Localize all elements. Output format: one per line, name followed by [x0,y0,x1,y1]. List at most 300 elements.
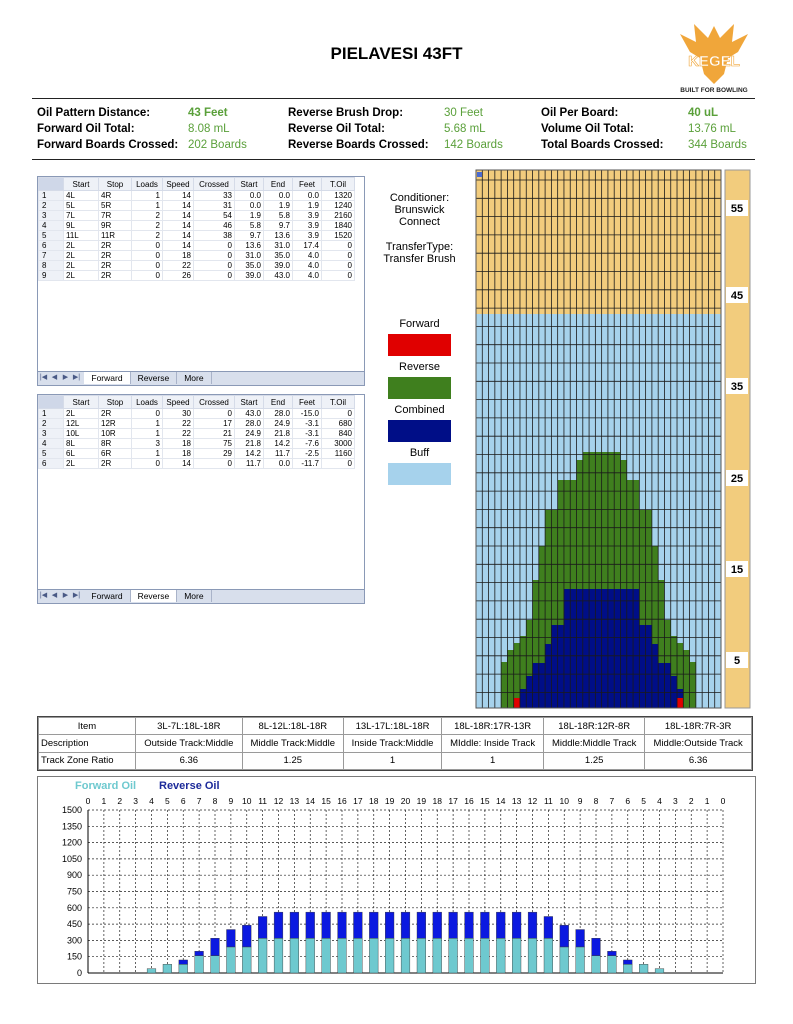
table-cell[interactable]: 0 [322,459,355,469]
table-cell[interactable]: 7L [64,211,99,221]
col-header[interactable]: Feet [293,178,322,191]
stat-reverse-boards-crossed: Reverse Boards Crossed: [288,139,429,151]
table-cell[interactable]: 39.0 [235,271,264,281]
table-cell[interactable]: 0 [132,459,163,469]
table-cell[interactable]: 24.9 [264,419,293,429]
x-tick-label: 6 [625,796,631,806]
tab-more[interactable]: More [177,590,211,602]
table-row[interactable] [39,231,355,241]
bar-reverse-oil [496,912,505,938]
track-zone-cell: 8L-12L:18L-18R [242,718,343,735]
table-row[interactable] [39,221,355,231]
table-cell[interactable]: 46 [194,221,235,231]
table-cell[interactable]: 1 [132,201,163,211]
table-cell[interactable]: 38 [194,231,235,241]
x-tick-label: 1 [101,796,107,806]
next-sheet-icon[interactable]: ▶ [62,592,69,599]
table-row[interactable] [39,271,355,281]
table-cell[interactable]: 11R [99,231,132,241]
table-cell[interactable]: 0 [132,251,163,261]
row-number[interactable]: 1 [39,409,64,419]
bar-forward-oil [258,938,267,973]
table-cell[interactable]: 1 [132,419,163,429]
table-cell[interactable]: 0 [322,409,355,419]
table-cell[interactable]: 2L [64,459,99,469]
bar-forward-oil [655,969,664,973]
table-cell[interactable]: 30 [163,409,194,419]
bar-reverse-oil [354,912,363,938]
col-header[interactable]: Crossed [194,396,235,409]
bar-reverse-oil [385,912,394,938]
table-row[interactable] [39,459,355,469]
y-tick-label: 900 [66,870,82,881]
table-cell[interactable]: 24.9 [235,429,264,439]
col-header[interactable]: Start [235,396,264,409]
stat-volume-oil-total: Volume Oil Total: [541,123,634,135]
table-cell[interactable]: 13.6 [235,241,264,251]
lane-svg [472,168,752,711]
col-header[interactable]: Start [64,396,99,409]
track-zone-header-cell: Description [39,735,136,752]
x-tick-label: 14 [305,796,315,806]
track-zone-cell: Middle Track:Middle [242,735,343,752]
table-cell[interactable]: 18 [163,449,194,459]
row-number[interactable]: 7 [39,251,64,261]
table-cell[interactable]: 28.0 [235,419,264,429]
first-sheet-icon[interactable]: |◀ [39,592,48,599]
table-cell[interactable]: 75 [194,439,235,449]
table-cell[interactable]: 10R [99,429,132,439]
table-cell[interactable]: 31.0 [235,251,264,261]
bar-reverse-oil [592,938,601,955]
table-cell[interactable]: -3.1 [293,419,322,429]
table-cell[interactable]: 14 [163,459,194,469]
table-row[interactable] [39,449,355,459]
col-header[interactable]: End [264,178,293,191]
row-number[interactable]: 6 [39,459,64,469]
table-cell[interactable]: 2R [99,271,132,281]
table-cell[interactable]: 17.4 [293,241,322,251]
bar-reverse-oil [274,912,283,938]
table-cell[interactable]: 22 [163,429,194,439]
row-number[interactable]: 2 [39,419,64,429]
table-cell[interactable]: 4.0 [293,271,322,281]
col-header[interactable]: Speed [163,178,194,191]
table-cell[interactable]: 4R [99,191,132,201]
table-cell[interactable]: 10L [64,429,99,439]
x-tick-label: 0 [720,796,726,806]
table-cell[interactable]: 0 [322,261,355,271]
bar-reverse-oil [195,951,204,955]
stat-reverse-oil-total: Reverse Oil Total: [288,123,385,135]
table-cell[interactable]: 3.9 [293,231,322,241]
kegel-logo [676,18,752,98]
table-cell[interactable]: 5R [99,201,132,211]
table-cell[interactable]: 21.8 [235,439,264,449]
table-cell[interactable]: 2L [64,251,99,261]
bar-reverse-oil [560,925,569,947]
table-cell[interactable]: 21 [194,429,235,439]
row-number[interactable]: 5 [39,449,64,459]
table-cell[interactable]: 2 [132,231,163,241]
table-cell[interactable]: 26 [163,271,194,281]
bar-reverse-oil [242,925,251,947]
bar-forward-oil [528,938,537,973]
legend-forward-oil: Forward Oil [75,780,137,792]
bar-chart-svg [38,777,755,983]
tab-more[interactable]: More [177,372,211,384]
bar-forward-oil [433,938,442,973]
table-cell[interactable]: 2R [99,459,132,469]
col-header[interactable]: End [264,396,293,409]
x-tick-label: 15 [321,796,331,806]
col-header[interactable]: Start [64,178,99,191]
table-cell[interactable]: 39.0 [264,261,293,271]
row-number[interactable]: 2 [39,201,64,211]
tab-reverse[interactable]: Reverse [131,372,178,384]
table-cell[interactable]: -3.1 [293,429,322,439]
col-header[interactable]: Crossed [194,178,235,191]
table-cell[interactable]: 21.8 [264,429,293,439]
table-cell[interactable]: 18 [163,439,194,449]
table-cell[interactable]: 14 [163,191,194,201]
table-cell[interactable]: 22 [163,261,194,271]
track-zone-cell: Middle:Outside Track [645,735,752,752]
table-row[interactable] [39,241,355,251]
table-row[interactable] [39,439,355,449]
y-tick-label: 300 [66,935,82,946]
tab-forward[interactable]: Forward [84,372,130,384]
table-cell[interactable]: 17 [194,419,235,429]
forward-grid[interactable] [37,176,365,386]
col-header[interactable]: Stop [99,396,132,409]
x-tick-label: 6 [180,796,186,806]
col-header[interactable]: T.Oil [322,178,355,191]
row-number[interactable]: 8 [39,261,64,271]
track-zone-cell: Outside Track:Middle [136,735,243,752]
table-cell[interactable]: -7.6 [293,439,322,449]
bar-forward-oil [449,938,458,973]
row-number[interactable]: 3 [39,429,64,439]
ruler-label: 25 [730,473,744,485]
reverse-grid-body [39,409,355,469]
table-cell[interactable]: 35.0 [264,251,293,261]
y-tick-label: 150 [66,951,82,962]
track-zone-cell: 1.25 [544,752,645,769]
prev-sheet-icon[interactable]: ◀ [51,592,58,599]
legend-label-forward: Forward [399,318,440,330]
table-cell[interactable]: 29 [194,449,235,459]
row-number[interactable]: 4 [39,221,64,231]
track-zone-cell: 1 [442,752,544,769]
first-sheet-icon[interactable]: |◀ [39,374,48,381]
track-zone-cell: 13L-17L:18L-18R [343,718,441,735]
table-cell[interactable]: 1 [132,429,163,439]
track-zone-row [39,718,752,735]
table-cell[interactable]: 6R [99,449,132,459]
table-cell[interactable]: 28.0 [264,409,293,419]
table-cell[interactable]: 14 [163,211,194,221]
table-cell[interactable]: 3.9 [293,211,322,221]
legend-swatch-forward [388,334,451,356]
table-cell[interactable]: 4.0 [293,251,322,261]
table-cell[interactable]: 14.2 [235,449,264,459]
track-zone-cell: 18L-18R:17R-13R [442,718,544,735]
y-tick-label: 0 [76,968,82,978]
y-tick-label: 1200 [61,837,82,848]
table-row[interactable] [39,201,355,211]
table-cell[interactable]: 12L [64,419,99,429]
tab-forward[interactable]: Forward [84,590,130,602]
table-cell[interactable]: 14.2 [264,439,293,449]
bar-forward-oil [242,947,251,973]
bar-forward-oil [417,938,426,973]
x-tick-label: 13 [289,796,300,806]
table-row[interactable] [39,419,355,429]
table-cell[interactable]: 0 [322,241,355,251]
ruler-label: 5 [733,655,741,667]
bar-forward-oil [465,938,474,973]
track-zone-cell: 6.36 [645,752,752,769]
table-cell[interactable]: 2 [132,221,163,231]
table-cell[interactable]: 1840 [322,221,355,231]
stat-reverse-brush-drop: Reverse Brush Drop: [288,107,404,119]
bar-forward-oil [576,947,585,973]
table-cell[interactable]: 2R [99,241,132,251]
table-cell[interactable]: 5.8 [264,211,293,221]
table-cell[interactable]: 54 [194,211,235,221]
table-cell[interactable]: 0.0 [264,459,293,469]
stat-forward-boards-crossed: Forward Boards Crossed: [37,139,179,151]
table-cell[interactable]: 0.0 [293,191,322,201]
x-tick-label: 0 [85,796,91,806]
row-number[interactable]: 4 [39,439,64,449]
table-cell[interactable]: 14 [163,241,194,251]
table-cell[interactable]: 33 [194,191,235,201]
col-header[interactable]: Loads [132,396,163,409]
tab-reverse[interactable]: Reverse [131,590,178,602]
bar-forward-oil [608,956,617,973]
x-tick-label: 17 [353,796,363,806]
table-cell[interactable]: 0 [194,409,235,419]
conditioner-model: Connect [399,216,440,228]
table-cell[interactable]: 22 [163,419,194,429]
table-cell[interactable]: 4.0 [293,261,322,271]
table-cell[interactable]: 31.0 [264,241,293,251]
table-cell[interactable]: 2R [99,261,132,271]
table-cell[interactable]: 2R [99,409,132,419]
table-cell[interactable]: 9L [64,221,99,231]
table-cell[interactable]: 11.7 [264,449,293,459]
bar-forward-oil [227,947,236,973]
table-cell[interactable]: 43.0 [264,271,293,281]
table-cell[interactable]: 680 [322,419,355,429]
bar-reverse-oil [449,912,458,938]
transfer-value: Transfer Brush [383,253,456,265]
stat-forward-oil-total: Forward Oil Total: [37,123,135,135]
track-zone-cell: Middle:Middle Track [544,735,645,752]
col-header[interactable]: Speed [163,396,194,409]
stat-reverse-brush-drop-value: 30 Feet [444,107,483,119]
table-cell[interactable]: 2L [64,271,99,281]
row-number[interactable]: 6 [39,241,64,251]
col-header[interactable]: Stop [99,178,132,191]
x-tick-label: 1 [704,796,710,806]
x-tick-label: 16 [464,796,474,806]
col-header[interactable]: T.Oil [322,396,355,409]
last-sheet-icon[interactable]: ▶| [72,592,81,599]
bar-forward-oil [147,969,156,973]
row-number[interactable]: 9 [39,271,64,281]
next-sheet-icon[interactable]: ▶ [62,374,69,381]
table-cell[interactable]: 0 [194,241,235,251]
table-cell[interactable]: 43.0 [235,409,264,419]
table-cell[interactable]: 14 [163,201,194,211]
table-cell[interactable]: 0 [322,251,355,261]
table-cell[interactable]: 2L [64,409,99,419]
table-cell[interactable]: 14 [163,231,194,241]
table-cell[interactable]: 3.9 [293,221,322,231]
table-cell[interactable]: 0 [194,251,235,261]
table-cell[interactable]: 8L [64,439,99,449]
table-cell[interactable]: 4L [64,191,99,201]
table-cell[interactable]: 1.9 [235,211,264,221]
table-cell[interactable]: 2L [64,241,99,251]
table-cell[interactable]: -15.0 [293,409,322,419]
table-row[interactable] [39,251,355,261]
table-cell[interactable]: -2.5 [293,449,322,459]
reverse-grid[interactable] [37,394,365,604]
x-tick-label: 8 [593,796,599,806]
row-number[interactable]: 5 [39,231,64,241]
bar-reverse-oil [608,951,617,955]
table-row[interactable] [39,261,355,271]
table-cell[interactable]: 0 [132,271,163,281]
table-cell[interactable]: 5.8 [235,221,264,231]
col-header[interactable]: Start [235,178,264,191]
x-tick-label: 10 [559,796,569,806]
x-tick-label: 11 [543,796,553,806]
table-cell[interactable]: 1520 [322,231,355,241]
legend-swatch-combined [388,420,451,442]
table-cell[interactable]: 7R [99,211,132,221]
table-cell[interactable]: 840 [322,429,355,439]
table-cell[interactable]: 9.7 [264,221,293,231]
table-cell[interactable]: 1 [132,449,163,459]
col-header[interactable]: Feet [293,396,322,409]
bar-forward-oil [481,938,490,973]
bar-forward-oil [306,938,315,973]
legend-label-reverse: Reverse [399,361,440,373]
table-row[interactable] [39,409,355,419]
table-cell[interactable]: 3000 [322,439,355,449]
table-cell[interactable]: 0.0 [264,191,293,201]
table-row[interactable] [39,211,355,221]
x-tick-label: 19 [384,796,395,806]
x-tick-label: 10 [242,796,252,806]
x-tick-label: 3 [673,796,678,806]
table-cell[interactable]: -11.7 [293,459,322,469]
grid-corner [39,178,64,191]
row-number[interactable]: 3 [39,211,64,221]
legend-swatch-buff [388,463,451,485]
track-zone-header-cell: Track Zone Ratio [39,752,136,769]
table-cell[interactable]: 1320 [322,191,355,201]
last-sheet-icon[interactable]: ▶| [72,374,81,381]
table-cell[interactable]: 18 [163,251,194,261]
table-cell[interactable]: 31 [194,201,235,211]
table-cell[interactable]: 6L [64,449,99,459]
table-cell[interactable]: 9R [99,221,132,231]
table-cell[interactable]: 0 [132,241,163,251]
prev-sheet-icon[interactable]: ◀ [51,374,58,381]
table-cell[interactable]: 2 [132,211,163,221]
logo-brand: KEGEL [688,53,740,70]
table-cell[interactable]: 2R [99,251,132,261]
x-tick-label: 2 [117,796,123,806]
table-cell[interactable]: 1160 [322,449,355,459]
forward-grid-tabbar [38,371,364,385]
bar-reverse-oil [227,930,236,947]
table-cell[interactable]: 1.9 [264,201,293,211]
table-cell[interactable]: 0 [132,409,163,419]
table-row[interactable] [39,429,355,439]
track-zone-cell: 3L-7L:18L-18R [136,718,243,735]
table-cell[interactable]: 3 [132,439,163,449]
row-number[interactable]: 1 [39,191,64,201]
table-cell[interactable]: 11L [64,231,99,241]
x-tick-label: 2 [688,796,694,806]
table-cell[interactable]: 0.0 [235,201,264,211]
table-cell[interactable]: 14 [163,221,194,231]
reverse-grid-tabbar [38,589,364,603]
logo-tagline: BUILT FOR BOWLING [680,87,748,94]
table-cell[interactable]: 1 [132,191,163,201]
table-cell[interactable]: 0 [132,261,163,271]
table-cell[interactable]: 0 [194,261,235,271]
table-cell[interactable]: 1240 [322,201,355,211]
col-header[interactable]: Loads [132,178,163,191]
table-cell[interactable]: 0 [194,459,235,469]
track-zone-cell: 18L-18R:7R-3R [645,718,752,735]
stat-total-boards-crossed-value: 344 Boards [688,139,747,151]
bar-forward-oil [369,938,378,973]
table-cell[interactable]: 11.7 [235,459,264,469]
table-cell[interactable]: 0.0 [235,191,264,201]
table-row[interactable] [39,191,355,201]
bar-forward-oil [496,938,505,973]
ruler-label: 45 [730,290,744,302]
table-cell[interactable]: 9.7 [235,231,264,241]
table-cell[interactable]: 1.9 [293,201,322,211]
table-cell[interactable]: 8R [99,439,132,449]
table-cell[interactable]: 2L [64,261,99,271]
table-cell[interactable]: 5L [64,201,99,211]
transfer-info [372,241,467,265]
bar-reverse-oil [338,912,347,938]
ruler-label: 55 [730,203,744,215]
ruler-label: 35 [730,381,744,393]
table-cell[interactable]: 13.6 [264,231,293,241]
table-cell[interactable]: 0 [194,271,235,281]
stat-oil-per-board: Oil Per Board: [541,107,619,119]
table-cell[interactable]: 35.0 [235,261,264,271]
table-cell[interactable]: 0 [322,271,355,281]
y-tick-label: 1500 [61,805,82,815]
table-cell[interactable]: 2160 [322,211,355,221]
bar-forward-oil [163,964,172,973]
table-cell[interactable]: 12R [99,419,132,429]
